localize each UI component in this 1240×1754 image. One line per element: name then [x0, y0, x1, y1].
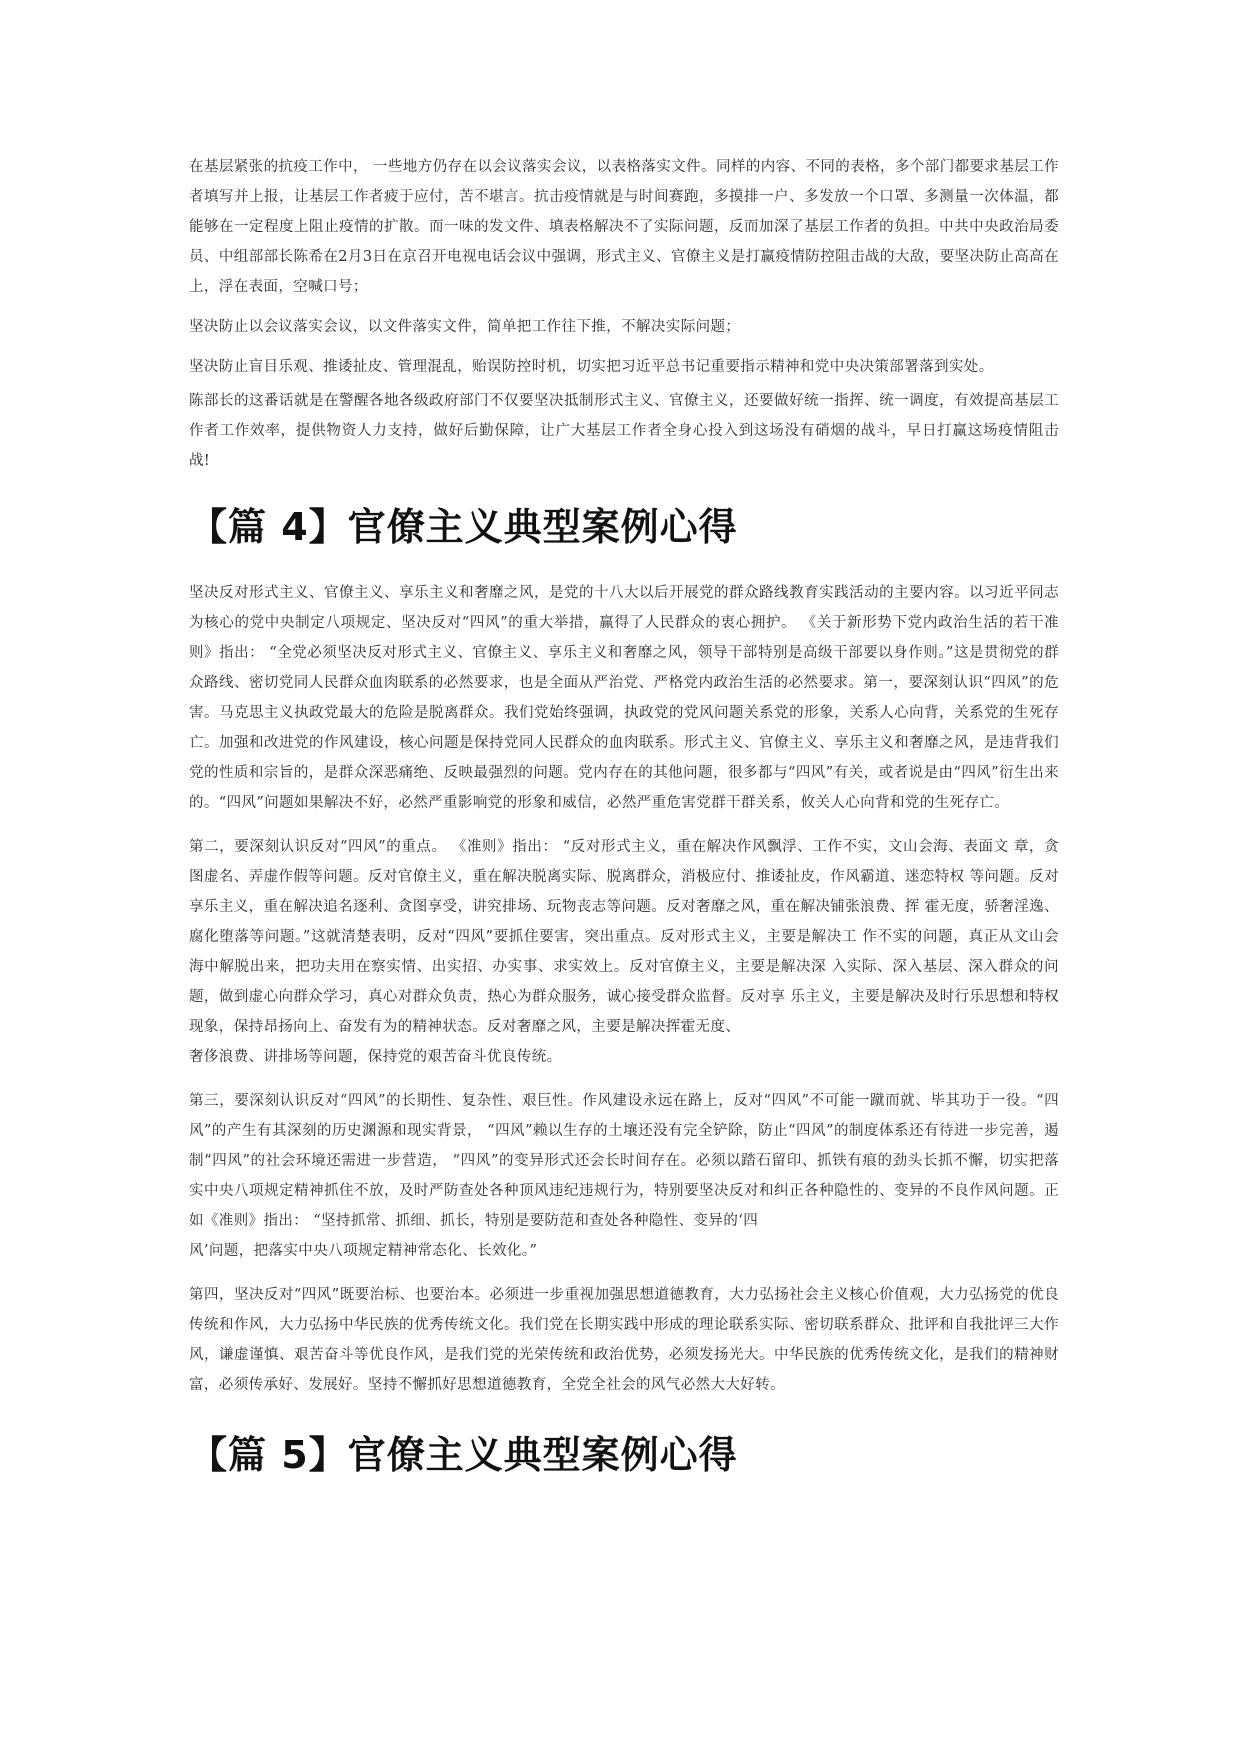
paragraph: 在基层紧张的抗疫工作中， 一些地方仍存在以会议落实会议，以表格落实文件。同样的内容、不同的表格，多个部门都要求基层工作者填写并上报，让基层工作者疲于应付，苦不堪言。抗击疫情就是与时间赛跑，多摸排一户、多发放一个口罩、多测量一次体温，都能够在一定程度上阻止疫情的扩散。而一味的发文件、填表格解决不了实际问题，反而加深了基层工作者的负担。中共中央政治局委员、中组部部长陈希在2月3日在京召开电视电话会议中强调，形式主义、官僚主义是打赢疫情防控阻击战的大敌，要坚决防止高高在上，浮在表面，空喊口号； — [189, 159, 1059, 295]
section-heading: 【篇 4】官僚主义典型案例心得 — [189, 505, 738, 549]
paragraph: 第四，坚决反对“四风”既要治标、也要治本。必须进一步重视加强思想道德教育，大力弘扬社会主义核心价值观，大力弘扬党的优良传统和作风，大力弘扬中华民族的优秀传统文化。我们党在长期实践中形成的理论联系实际、密切联系群众、批评和自我批评三大作风，谦虚谨慎、艰苦奋斗等优良作风，是我们党的光荣传统和政治优势，必须发扬光大。中华民族的优秀传统文化，是我们的精神财富，必须传承好、发展好。坚持不懈抓好思想道德教育，全党全社会的风气必然大大好转。 — [189, 1287, 1059, 1393]
paragraph: 坚决防止以会议落实会议，以文件落实文件，简单把工作往下推，不解决实际问题； — [189, 319, 741, 335]
paragraph-line: 第二，要深刻认识反对“四风”的重点。 《准则》指出： “反对形式主义，重在解决作风飘浮、工作不实，文山会海、表面文 章，贪图虚名、弄虚作假等问题。反对官僚主义，重在解决脱离实际、脱离群众，消极应付、推诿扯皮，作风霸道、迷恋特权 等问题。反对享乐主义，重在解决追名逐利、贪图享受，讲究排场、玩物丧志等问题。反对奢靡之风，重在解决铺张浪费、挥 霍无度，骄奢淫逸、腐化堕落等问题。”这就清楚表明，反对“四风”要抓住要害，突出重点。反对形式主义，主要是解决工 作不实的问题，真正从文山会海中解脱出来，把功夫用在察实情、出实招、办实事、求实效上。反对官僚主义，主要是解决深 入实际、深入基层、深入群众的问题，做到虚心向群众学习，真心对群众负责，热心为群众服务，诚心接受群众监督。反对享 乐主义，主要是解决及时行乐思想和特权现象，保持昂扬向上、奋发有为的精神状态。反对奢靡之风，主要是解决挥霍无度、 — [189, 839, 1059, 1035]
section-heading: 【篇 5】官僚主义典型案例心得 — [189, 1433, 738, 1477]
paragraph-line: 风’问题，把落实中央八项规定精神常态化、长效化。” — [189, 1243, 538, 1259]
paragraph: 陈部长的这番话就是在警醒各地各级政府部门不仅要坚决抵制形式主义、官僚主义，还要做好统一指挥、统一调度，有效提高基层工作者工作效率，提供物资人力支持，做好后勤保障，让广大基层工作者全身心投入到这场没有硝烟的战斗，早日打赢这场疫情阻击战! — [189, 393, 1059, 469]
paragraph-line: 奢侈浪费、讲排场等问题，保持党的艰苦奋斗优良传统。 — [189, 1049, 562, 1065]
document-page — [189, 152, 1059, 1480]
paragraph — [189, 1086, 1059, 1266]
paragraph: 坚决防止盲目乐观、推诿扯皮、管理混乱，贻误防控时机，切实把习近平总书记重要指示精神和党中央决策部署落到实处。 — [189, 359, 994, 375]
paragraph: 坚决反对形式主义、官僚主义、享乐主义和奢靡之风，是党的十八大以后开展党的群众路线教育实践活动的主要内容。以习近平同志为核心的党中央制定八项规定、坚决反对“四风”的重大举措，赢得了人民群众的衷心拥护。 《关于新形势下党内政治生活的若干准则》指出： “全党必须坚决反对形式主义、官僚主义、享乐主义和奢靡之风，领导干部特别是高级干部要以身作则。”这是贯彻党的群众路线、密切党同人民群众血肉联系的必然要求，也是全面从严治党、严格党内政治生活的必然要求。第一，要深刻认识“四风”的危害。马克思主义执政党最大的危险是脱离群众。我们党始终强调，执政党的党风问题关系党的形象，关系人心向背，关系党的生死存亡。加强和改进党的作风建设，核心问题是保持党同人民群众的血肉联系。形式主义、官僚主义、享乐主义和奢靡之风，是违背我们党的性质和宗旨的，是群众深恶痛绝、反映最强烈的问题。党内存在的其他问题，很多都与“四风”有关，或者说是由“四风”衍生出来的。“四风”问题如果解决不好，必然严重影响党的形象和威信，必然严重危害党群干群关系，攸关人心向背和党的生死存亡。 — [189, 585, 1059, 811]
paragraph-line: 第三，要深刻认识反对“四风”的长期性、复杂性、艰巨性。作风建设永远在路上，反对“四风”不可能一蹴而就、毕其功于一役。“四风”的产生有其深刻的历史渊源和现实背景， “四风”赖以生存的土壤还没有完全铲除，防止“四风”的制度体系还有待进一步完善，遏制“四风”的社会环境还需进一步营造， “四风”的变异形式还会长时间存在。必须以踏石留印、抓铁有痕的劲头长抓不懈，切实把落实中央八项规定精神抓住不放，及时严防查处各种顶风违纪违规行为，特别要坚决反对和纠正各种隐性的、变异的不良作风问题。正如《准则》指出： “坚持抓常、抓细、抓长，特别是要防范和查处各种隐性、变异的‘四 — [189, 1093, 1059, 1229]
paragraph — [189, 832, 1059, 1072]
